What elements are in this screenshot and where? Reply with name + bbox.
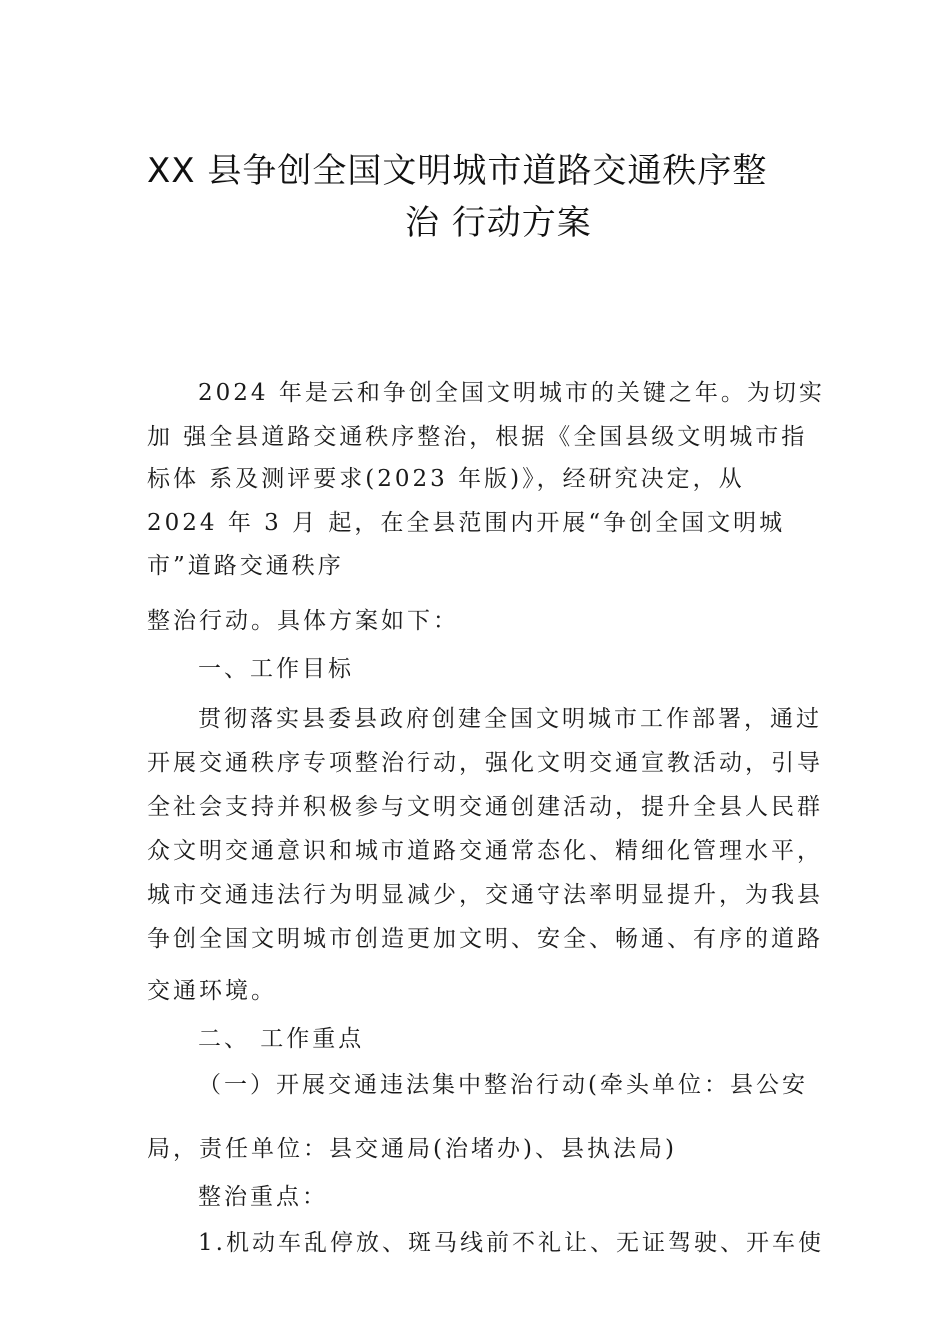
goals-line-3: 全社会支持并积极参与文明交通创建活动，提升全县人民群 — [147, 794, 823, 820]
document-title-line-2: 治 行动方案 — [405, 203, 592, 243]
focus-item-1: 1.机动车乱停放、斑马线前不礼让、无证驾驶、开车使 — [198, 1230, 824, 1256]
goals-line-5: 城市交通违法行为明显减少，交通守法率明显提升，为我县 — [147, 882, 823, 908]
document-title-line-1: XX 县争创全国文明城市道路交通秩序整 — [147, 151, 768, 191]
goals-line-4: 众文明交通意识和城市道路交通常态化、精细化管理水平， — [147, 838, 823, 864]
section-heading-goals: 一、工作目标 — [198, 656, 354, 682]
goals-line-1: 贯彻落实县委县政府创建全国文明城市工作部署，通过 — [198, 706, 822, 732]
subsection-1-line-2: 局，责任单位：县交通局(治堵办)、县执法局) — [147, 1136, 677, 1162]
intro-line-1: 2024 年是云和争创全国文明城市的关键之年。为切实 — [198, 380, 825, 406]
focus-label: 整治重点： — [198, 1184, 328, 1210]
intro-line-3: 标体 系及测评要求(2023 年版)》，经研究决定，从 — [147, 466, 745, 492]
section-heading-priorities: 二、 工作重点 — [198, 1026, 365, 1052]
goals-line-6: 争创全国文明城市创造更加文明、安全、畅通、有序的道路 — [147, 926, 823, 952]
intro-line-5: 市”道路交通秩序 — [147, 553, 344, 579]
subsection-1-line-1: （一）开展交通违法集中整治行动(牵头单位：县公安 — [198, 1072, 808, 1098]
intro-line-6: 整治行动。具体方案如下： — [147, 608, 459, 634]
intro-line-4: 2024 年 3 月 起，在全县范围内开展“争创全国文明城 — [147, 510, 786, 536]
goals-line-2: 开展交通秩序专项整治行动，强化文明交通宣教活动，引导 — [147, 750, 823, 776]
intro-line-2: 加 强全县道路交通秩序整治，根据《全国县级文明城市指 — [147, 424, 808, 450]
goals-line-7: 交通环境。 — [147, 978, 277, 1004]
